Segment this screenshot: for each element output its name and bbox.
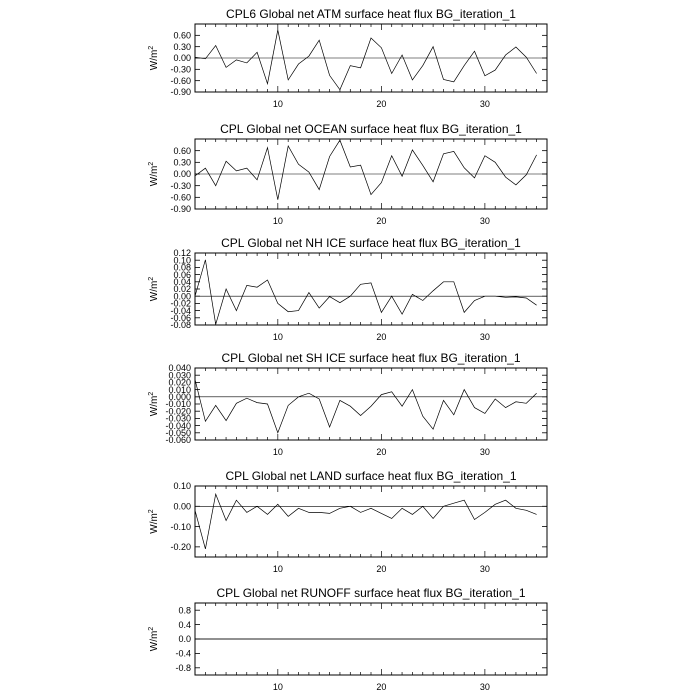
chart-panel xyxy=(148,236,547,342)
y-tick-label: 0.02 xyxy=(173,284,191,295)
y-tick-label: 0.4 xyxy=(178,619,191,630)
y-tick-label: -0.08 xyxy=(170,320,191,331)
chart-title: CPL Global net RUNOFF surface heat flux BG_iteration_1 xyxy=(216,586,526,600)
x-tick-label: 30 xyxy=(479,332,490,342)
chart-title: CPL Global net NH ICE surface heat flux BG_iteration_1 xyxy=(221,236,521,250)
x-tick-label: 20 xyxy=(376,99,387,109)
y-tick-label: 0.60 xyxy=(173,30,191,41)
y-tick-label: -0.10 xyxy=(170,521,191,532)
y-tick-label: -0.020 xyxy=(165,406,191,417)
y-tick-label: -0.30 xyxy=(170,180,191,191)
chart-panel xyxy=(148,7,547,109)
y-tick-label: -0.010 xyxy=(165,399,191,410)
y-tick-label: 0.8 xyxy=(178,605,191,616)
y-tick-label: 0.00 xyxy=(173,53,191,64)
y-axis-label: $W/m^2$ xyxy=(148,509,160,534)
y-tick-label: 0.60 xyxy=(173,145,191,156)
plot-frame xyxy=(195,486,547,557)
x-tick-label: 10 xyxy=(272,564,283,574)
x-tick-label: 10 xyxy=(272,216,283,226)
x-tick-label: 20 xyxy=(376,332,387,342)
y-tick-label: -0.8 xyxy=(175,663,191,673)
chart-panel xyxy=(148,351,547,457)
y-tick-label: -0.90 xyxy=(170,87,191,98)
y-tick-label: -0.60 xyxy=(170,192,191,203)
y-tick-label: 0.020 xyxy=(168,377,191,388)
y-axis-label: $W/m^2$ xyxy=(148,626,160,652)
y-tick-label: -0.040 xyxy=(165,420,191,431)
y-tick-label: -0.060 xyxy=(165,435,191,446)
chart-title: CPL6 Global net ATM surface heat flux BG_iteration_1 xyxy=(226,7,516,21)
plot-frame xyxy=(195,368,547,440)
x-tick-label: 10 xyxy=(272,332,283,342)
y-tick-label: 0.04 xyxy=(173,277,191,287)
x-tick-label: 30 xyxy=(479,682,490,692)
y-tick-label: 0.10 xyxy=(173,481,191,492)
plot-frame xyxy=(195,253,547,325)
chart-title: CPL Global net LAND surface heat flux BG_iteration_1 xyxy=(225,469,517,483)
y-axis-label: $W/m^2$ xyxy=(148,161,160,187)
y-tick-label: 0.00 xyxy=(173,169,191,180)
chart-panel xyxy=(148,122,547,226)
series-line xyxy=(195,380,537,433)
series-line xyxy=(195,140,537,200)
y-axis-label: $W/m^2$ xyxy=(148,276,160,302)
y-tick-label: -0.02 xyxy=(170,298,191,309)
x-tick-label: 30 xyxy=(479,447,490,457)
x-tick-label: 20 xyxy=(376,682,387,692)
y-tick-label: 0.30 xyxy=(173,157,191,168)
y-tick-label: -0.050 xyxy=(165,428,191,438)
x-tick-label: 20 xyxy=(376,447,387,457)
x-tick-label: 10 xyxy=(272,99,283,109)
chart-title: CPL Global net OCEAN surface heat flux BG_iteration_1 xyxy=(220,122,522,136)
series-line xyxy=(195,30,537,90)
y-tick-label: 0.010 xyxy=(168,384,191,395)
y-tick-label: 0.00 xyxy=(173,291,191,302)
y-tick-label: 0.00 xyxy=(173,501,191,512)
y-tick-label: 0.040 xyxy=(168,363,191,374)
x-tick-label: 30 xyxy=(479,564,490,574)
y-tick-label: -0.30 xyxy=(170,64,191,75)
y-tick-label: 0.0 xyxy=(178,634,191,645)
y-tick-label: -0.60 xyxy=(170,75,191,86)
y-tick-label: 0.000 xyxy=(168,392,191,402)
y-tick-label: 0.30 xyxy=(173,41,191,52)
y-tick-label: -0.030 xyxy=(165,413,191,424)
series-line xyxy=(195,494,537,549)
series-line xyxy=(195,260,537,325)
y-tick-label: -0.04 xyxy=(170,305,191,316)
x-tick-label: 20 xyxy=(376,564,387,574)
x-tick-label: 30 xyxy=(479,99,490,109)
y-tick-label: 0.030 xyxy=(168,370,191,381)
y-tick-label: 0.10 xyxy=(173,255,191,266)
y-tick-label: -0.06 xyxy=(170,313,191,323)
y-tick-label: -0.4 xyxy=(175,648,191,659)
y-axis-label: $W/m^2$ xyxy=(148,391,160,417)
y-tick-label: 0.06 xyxy=(173,269,191,280)
chart-panel xyxy=(148,586,547,692)
x-tick-label: 20 xyxy=(376,216,387,226)
x-tick-label: 10 xyxy=(272,447,283,457)
y-axis-label: $W/m^2$ xyxy=(148,45,160,71)
x-tick-label: 30 xyxy=(479,216,490,226)
chart-title: CPL Global net SH ICE surface heat flux BG_iteration_1 xyxy=(221,351,521,365)
y-tick-label: 0.12 xyxy=(173,248,191,259)
y-tick-label: -0.90 xyxy=(170,204,191,215)
x-tick-label: 10 xyxy=(272,682,283,692)
y-tick-label: 0.08 xyxy=(173,262,191,273)
y-tick-label: -0.20 xyxy=(170,542,191,553)
chart-panel xyxy=(148,469,547,574)
